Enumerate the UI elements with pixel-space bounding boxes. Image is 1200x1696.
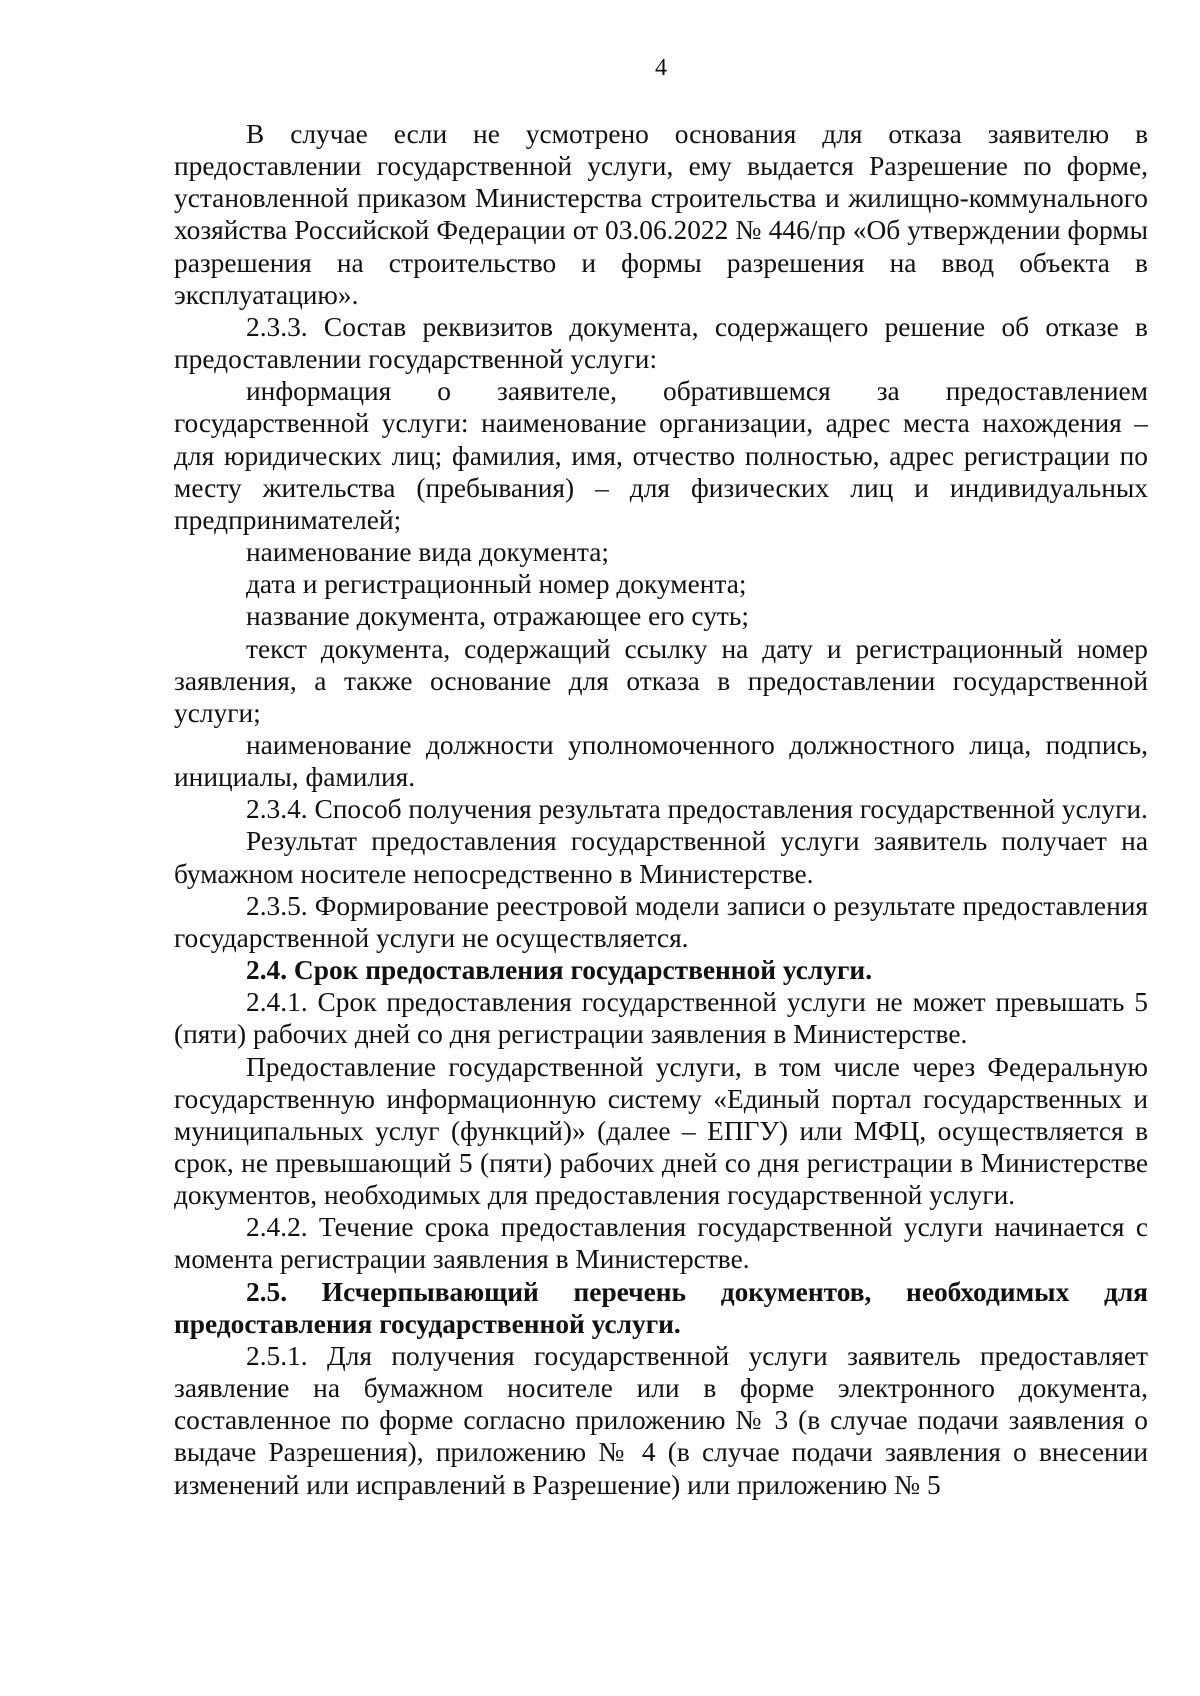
paragraph: название документа, отражающее его суть; (246, 601, 749, 632)
document-page (174, 0, 1148, 1696)
paragraph: 2.5.1. Для получения государственной услуги заявитель предоставляет заявление на бумажном носителе или в форме электронного документа, составленное по форме согласно приложению № 3 (в случае подачи заявления о выдаче Разрешения), приложению № 4 (в случае подачи заявления о внесении изменений или исправлений в Разрешение) или приложению № 5 (174, 1340, 1148, 1500)
paragraph: 2.3.4. Способ получения результата предоставления государственной услуги. (246, 794, 1148, 825)
paragraph: дата и регистрационный номер документа; (246, 569, 747, 600)
paragraph: 2.4.1. Срок предоставления государственной услуги не может превышать 5 (пяти) рабочих дней со дня регистрации заявления в Министерстве. (174, 987, 1148, 1050)
section-heading: 2.5. Исчерпывающий перечень документов, необходимых для предоставления государственной услуги. (174, 1276, 1148, 1339)
paragraph: наименование должности уполномоченного должностного лица, подпись, инициалы, фамилия. (174, 729, 1148, 793)
document-body (174, 118, 1148, 1501)
page-number: 4 (655, 55, 667, 81)
paragraph: Предоставление государственной услуги, в том числе через Федеральную государственную информационную систему «Единый портал государственных и муниципальных услуг (функций)» (далее – ЕПГУ) или МФЦ, осуществляется в срок, не превышающий 5 (пяти) рабочих дней со дня регистрации в Министерстве документов, необходимых для предоставления государственной услуги. (174, 1051, 1148, 1211)
paragraph: Результат предоставления государственной услуги заявитель получает на бумажном носителе непосредственно в Министерстве. (174, 826, 1148, 889)
paragraph: В случае если не усмотрено основания для отказа заявителю в предоставлении государственной услуги, ему выдается Разрешение по форме, установленной приказом Министерства строительства и жилищно-коммунального хозяйства Российской Федерации от 03.06.2022 № 446/пр «Об утверждении формы разрешения на строительство и формы разрешения на ввод объекта в эксплуатацию». (174, 119, 1148, 310)
paragraph: 2.3.3. Состав реквизитов документа, содержащего решение об отказе в предоставлении государственной услуги: (174, 311, 1148, 375)
paragraph: текст документа, содержащий ссылку на дату и регистрационный номер заявления, а также основание для отказа в предоставлении государственной услуги; (174, 633, 1148, 728)
section-heading: 2.4. Срок предоставления государственной услуги. (246, 955, 873, 986)
paragraph: наименование вида документа; (246, 537, 610, 568)
paragraph: информация о заявителе, обратившемся за предоставлением государственной услуги: наименование организации, адрес места нахождения – для юридических лиц; фамилия, имя, отчество полностью, адрес регистрации по месту жительства (пребывания) – для физических лиц и индивидуальных предпринимателей; (174, 376, 1148, 535)
paragraph: 2.4.2. Течение срока предоставления государственной услуги начинается с момента регистрации заявления в Министерстве. (174, 1212, 1148, 1275)
paragraph: 2.3.5. Формирование реестровой модели записи о результате предоставления государственной услуги не осуществляется. (174, 890, 1148, 953)
